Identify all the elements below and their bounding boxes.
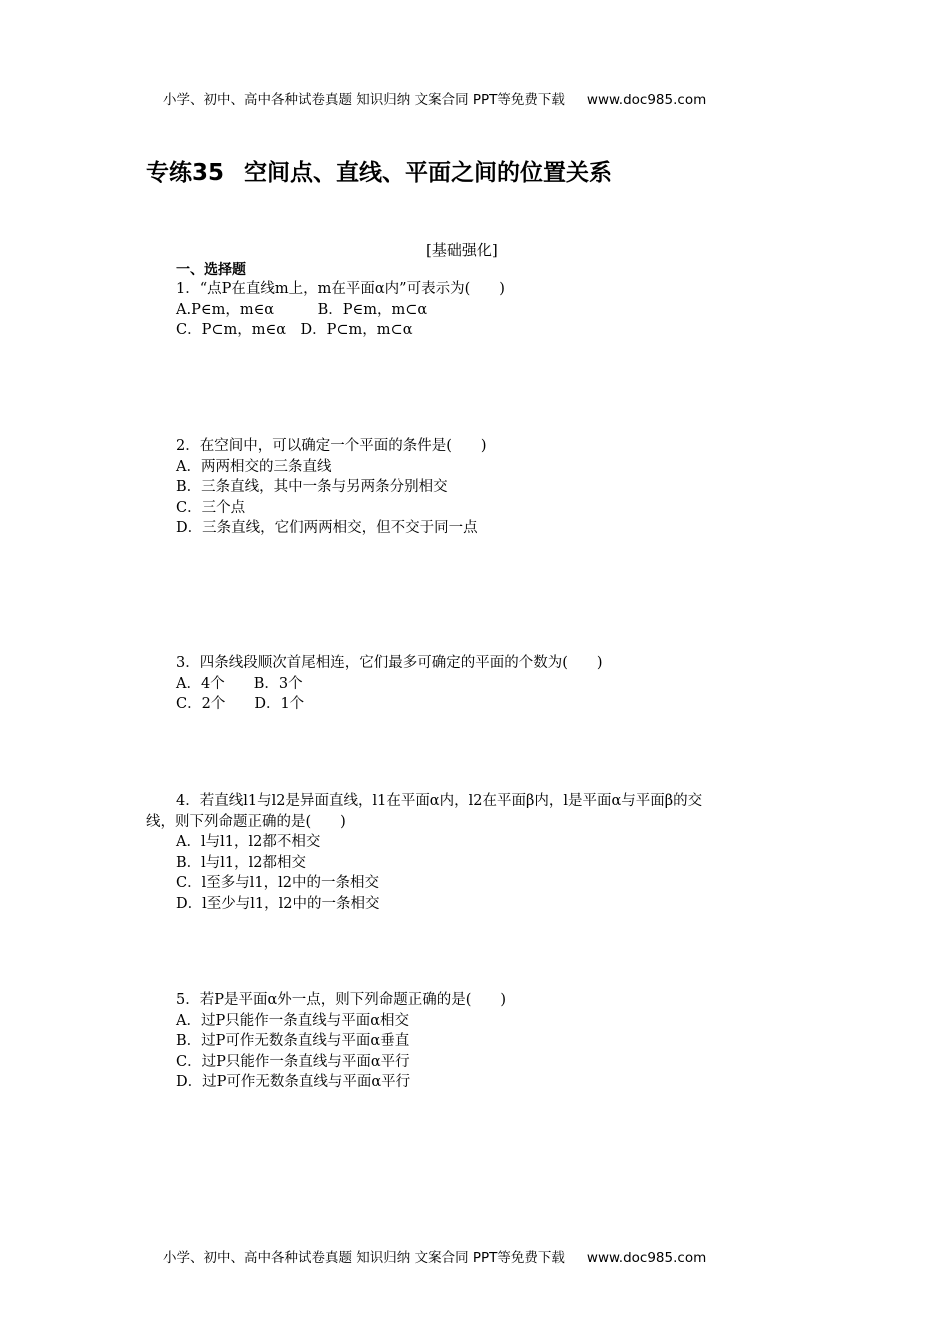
- option-c: C．三个点: [176, 499, 246, 516]
- option-a: A．l与l1，l2都不相交: [176, 834, 321, 850]
- option-d: D．过P可作无数条直线与平面α平行: [176, 1074, 411, 1090]
- option-a: A．过P只能作一条直线与平面α相交: [176, 1012, 410, 1029]
- question-1: [146, 279, 505, 341]
- option-b: B．l与l1，l2都相交: [176, 854, 307, 871]
- question-options-line: C．P⊂m，m∈α D．P⊂m，m⊂α: [176, 322, 413, 338]
- question-stem: 2．在空间中，可以确定一个平面的条件是( ): [176, 438, 487, 454]
- question-options-line: A．4个 B．3个: [176, 675, 303, 692]
- option-d: D．三条直线，它们两两相交，但不交于同一点: [176, 520, 478, 536]
- question-2: [146, 436, 487, 539]
- option-c: C．l至多与l1，l2中的一条相交: [176, 875, 379, 891]
- footer-url: www.doc985.com: [586, 1250, 707, 1266]
- title-number: 专练35: [146, 160, 225, 186]
- question-stem-line1: 4．若直线l1与l2是异面直线，l1在平面α内，l2在平面β内，l是平面α与平面β的交: [176, 793, 703, 809]
- option-c: C．过P只能作一条直线与平面α平行: [176, 1053, 410, 1070]
- option-b: B．三条直线，其中一条与另两条分别相交: [176, 479, 448, 495]
- question-stem: 3．四条线段顺次首尾相连，它们最多可确定的平面的个数为( ): [176, 655, 603, 671]
- title-text: 空间点、直线、平面之间的位置关系: [244, 160, 613, 186]
- question-3: [146, 653, 603, 715]
- question-stem: 1．“点P在直线m上，m在平面α内”可表示为( ): [176, 281, 505, 297]
- question-4: [146, 791, 702, 914]
- question-options-line: A.P∈m，m∈α B．P∈m，m⊂α: [176, 301, 428, 318]
- question-options-line: C．2个 D．1个: [176, 696, 305, 712]
- header-text: 小学、初中、高中各种试卷真题 知识归纳 文案合同 PPT等免费下载: [163, 92, 565, 108]
- option-a: A．两两相交的三条直线: [176, 458, 332, 475]
- footer-text: 小学、初中、高中各种试卷真题 知识归纳 文案合同 PPT等免费下载: [163, 1250, 565, 1266]
- part-label: 一、选择题: [176, 262, 246, 278]
- page-title: [146, 154, 612, 187]
- option-b: B．过P可作无数条直线与平面α垂直: [176, 1033, 410, 1049]
- option-d: D．l至少与l1，l2中的一条相交: [176, 895, 380, 912]
- question-stem-line2: 线，则下列命题正确的是( ): [146, 813, 346, 830]
- question-stem: 5．若P是平面α外一点，则下列命题正确的是( ): [176, 992, 507, 1008]
- section-label: [基础强化]: [426, 241, 498, 259]
- question-5: [146, 990, 506, 1093]
- header-url: www.doc985.com: [586, 92, 707, 108]
- page-footer: [163, 1246, 706, 1266]
- page-header: [163, 88, 706, 108]
